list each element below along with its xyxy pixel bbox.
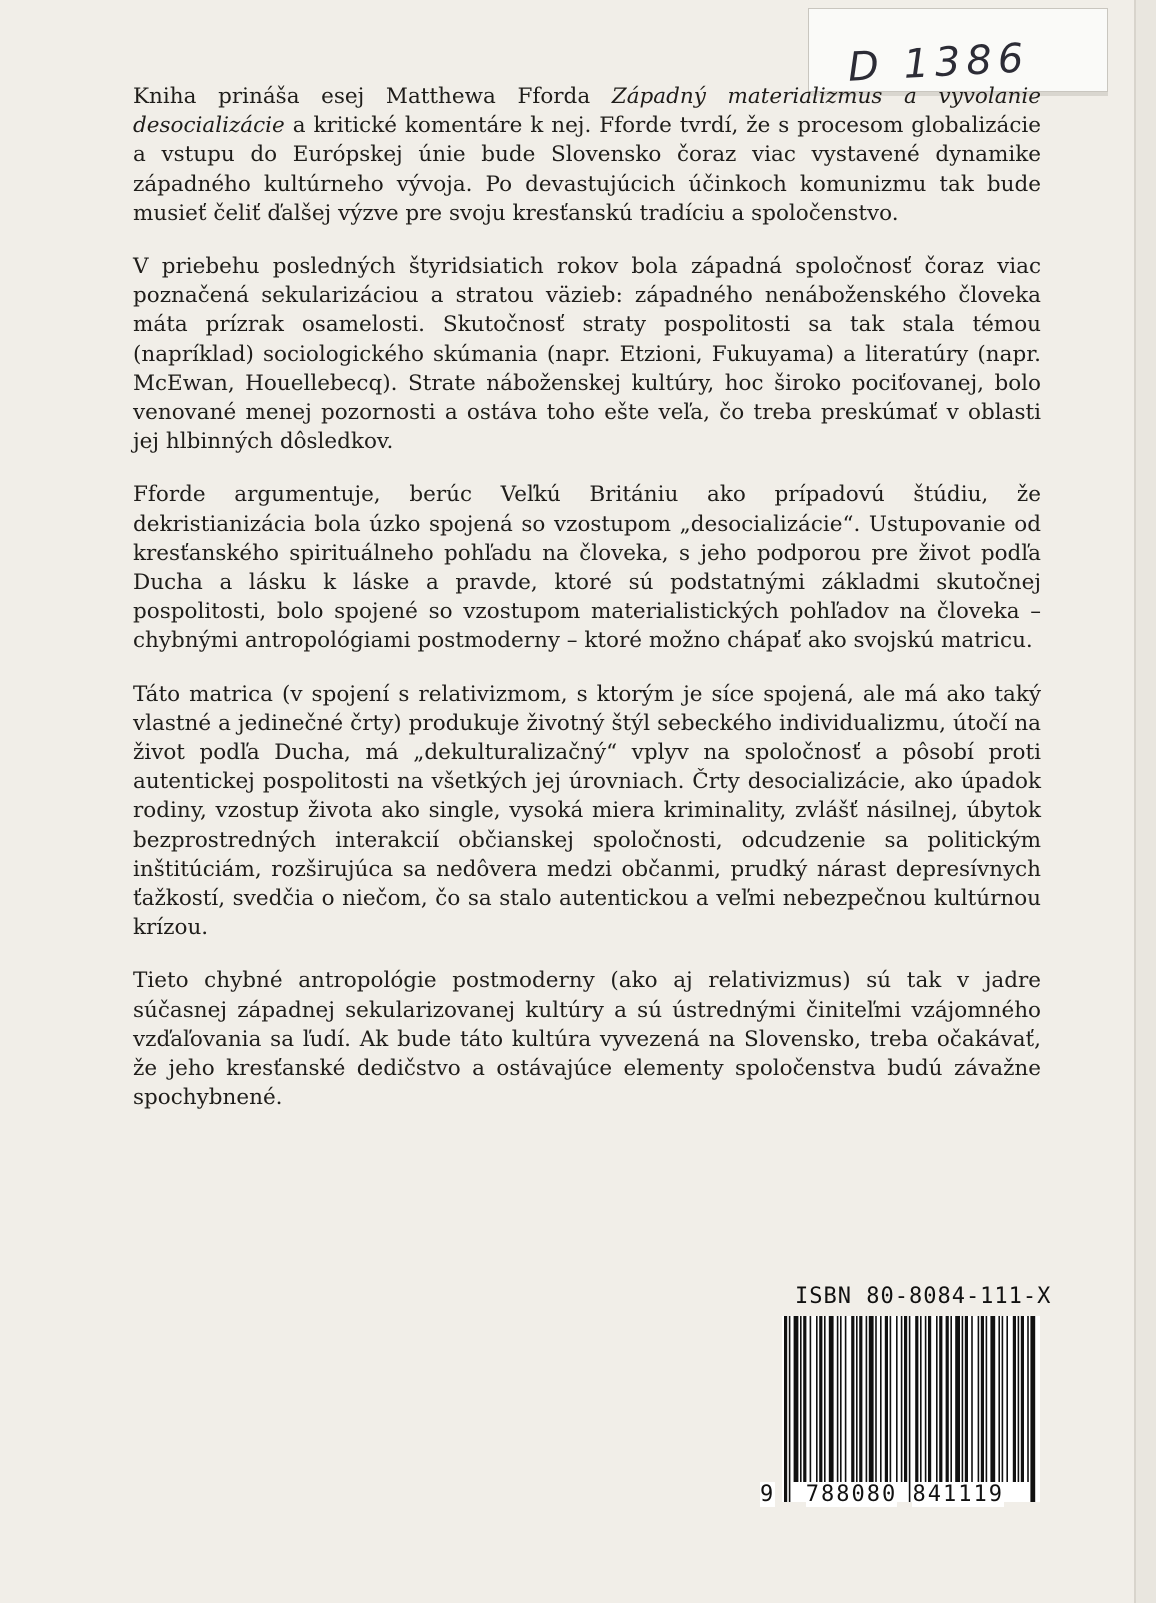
paragraph-text: a kritické komentáre k nej. Fforde tvrdí, že s procesom globalizácie a vstupu do Európskej únie bude Slovensko čoraz viac vystavené dynamike západného kultúrneho vývoja. Po devastujúcich účinkoch komunizmu tak bude musieť čeliť ďalšej výzve pre svoju kresťanskú tradíciu a spoločenstvo. <box>133 113 1041 226</box>
barcode-bar <box>978 1316 980 1482</box>
barcode-bar <box>971 1316 973 1482</box>
blurb-paragraph <box>133 252 1041 456</box>
barcode-bar <box>890 1316 892 1482</box>
barcode-bar <box>920 1316 922 1482</box>
blurb-paragraph <box>133 680 1041 943</box>
barcode-bar <box>1030 1316 1035 1502</box>
blurb-paragraph <box>133 82 1041 228</box>
barcode-bar <box>936 1316 938 1482</box>
barcode-bar <box>998 1316 1000 1482</box>
book-title-italic: Západný materializmus a vyvolanie desocializácie <box>133 84 1041 139</box>
barcode-bar <box>851 1316 854 1482</box>
barcode-bar <box>946 1316 949 1482</box>
barcode-bar <box>856 1316 858 1482</box>
barcode-bar <box>1018 1316 1020 1482</box>
barcode-bar <box>794 1316 799 1482</box>
barcode-bar <box>950 1316 952 1482</box>
barcode-bar <box>990 1316 995 1482</box>
barcode-digits-right: 841119 <box>912 1482 1004 1507</box>
barcode-bar <box>824 1316 826 1482</box>
barcode-bar <box>859 1316 862 1482</box>
paragraph-text: V priebehu posledných štyridsiatich rokov bola západná spoločnosť čoraz viac poznačená sekularizáciou a stratou väzieb: západného nenáboženského človeka máta prízrak osamelosti. Skutočnosť straty pospolitosti sa tak stala témou (napríklad) sociologického skúmania (napr. Etzioni, Fukuyama) a literatúry (napr. McEwan, Houellebecq). Strate náboženskej kultúry, hoc široko pociťovanej, bolo venované menej pozornosti a ostáva toho ešte veľa, čo treba preskúmať v oblasti jej hlbinných dôsledkov. <box>133 254 1041 455</box>
barcode-bar <box>909 1316 911 1502</box>
barcode-bar <box>845 1316 847 1482</box>
paragraph-text: Táto matrica (v spojení s relativizmom, s ktorým je síce spojená, ale má ako taký vlastné a jedinečné črty) produkuje životný štýl sebeckého individualizmu, útočí na život podľa Ducha, má „dekulturalizačný“ vplyv na spoločnosť a pôsobí proti autentickej pospolitosti na všetkých jej úrovniach. Črty desocializácie, ako úpadok rodiny, vzostup života ako single, vysoká miera kriminality, zvlášť násilnej, úbytok bezprostredných interakcií občianskej spoločnosti, odcudzenie sa politickým inštitúciám, rozširujúca sa nedôvera medzi občanmi, prudký nárast depresívnych ťažkostí, svedčia o niečom, čo sa stalo autentickou a veľmi nebezpečnou kultúrnou krízou. <box>133 681 1041 941</box>
barcode-digit-lead: 9 <box>760 1482 776 1507</box>
barcode-bar <box>939 1316 942 1482</box>
barcode-bar <box>986 1316 988 1482</box>
blurb-paragraph <box>133 480 1041 655</box>
blurb-text <box>133 82 1041 1137</box>
paragraph-text: Fforde argumentuje, berúc Veľkú Britániu ako prípadovú štúdiu, že dekristianizácia bola úzko spojená so vzostupom „desocializácie“. Ustupovanie od kresťanského spirituálneho pohľadu na človeka, s jeho podporou pre život podľa Ducha a lásku k láske a pravde, ktoré sú podstatnými základmi skutočnej pospolitosti, bolo spojené so vzostupom materialistických pohľadov na človeka – chybnými antropológiami postmoderny – ktoré možno chápať ako svojskú matricu. <box>133 482 1041 654</box>
barcode-bar <box>866 1316 868 1482</box>
barcode-bar <box>904 1316 907 1482</box>
paragraph-text: Tieto chybné antropológie postmoderny (ako aj relativizmus) sú tak v jadre súčasnej západnej sekularizovanej kultúry a sú ústrednými činiteľmi vzájomného vzďaľovania sa ľudí. Ak bude táto kultúra vyvezená na Slovensko, treba očakávať, že jeho kresťanské dedičstvo a ostávajúce elementy spoločenstva budú závažne spochybnené. <box>133 968 1041 1111</box>
handwritten-catalog-code: D 1386 <box>846 35 1031 91</box>
barcode-bar <box>885 1316 888 1482</box>
isbn-label: ISBN 80-8084-111-X <box>795 1284 1052 1309</box>
paragraph-text: Kniha prináša esej Matthewa Fforda <box>133 84 612 109</box>
blurb-paragraph <box>133 966 1041 1112</box>
barcode-bar <box>901 1316 903 1482</box>
barcode-bar <box>810 1316 812 1482</box>
barcode-bar <box>915 1316 918 1482</box>
barcode-bar <box>829 1316 834 1482</box>
barcode-bar <box>803 1316 806 1482</box>
barcode-bar <box>1002 1316 1004 1482</box>
barcode-bar <box>1006 1316 1008 1482</box>
barcode-bar <box>816 1316 818 1482</box>
barcode-bar <box>955 1316 960 1482</box>
barcode-bar <box>1021 1316 1024 1482</box>
barcode-bar <box>880 1316 882 1482</box>
barcode-bar <box>784 1316 787 1502</box>
barcode-digits <box>760 1482 1004 1507</box>
barcode-bar <box>925 1316 927 1482</box>
barcode-bar <box>837 1316 839 1482</box>
barcode-bar <box>896 1316 898 1482</box>
barcode-icon <box>782 1316 1040 1502</box>
barcode-bar <box>1013 1316 1016 1482</box>
barcode-bar <box>965 1316 968 1482</box>
barcode-bar <box>819 1316 822 1482</box>
barcode-digits-left: 788080 <box>805 1482 898 1507</box>
barcode-bar <box>875 1316 877 1482</box>
barcode-bar <box>1027 1316 1029 1482</box>
barcode-bar <box>800 1316 802 1482</box>
barcode-bar <box>928 1316 931 1482</box>
barcode-bar <box>962 1316 964 1482</box>
barcode-bar <box>981 1316 984 1482</box>
barcode-bar <box>869 1316 874 1482</box>
barcode-bar <box>840 1316 842 1482</box>
barcode-bar <box>789 1316 791 1502</box>
